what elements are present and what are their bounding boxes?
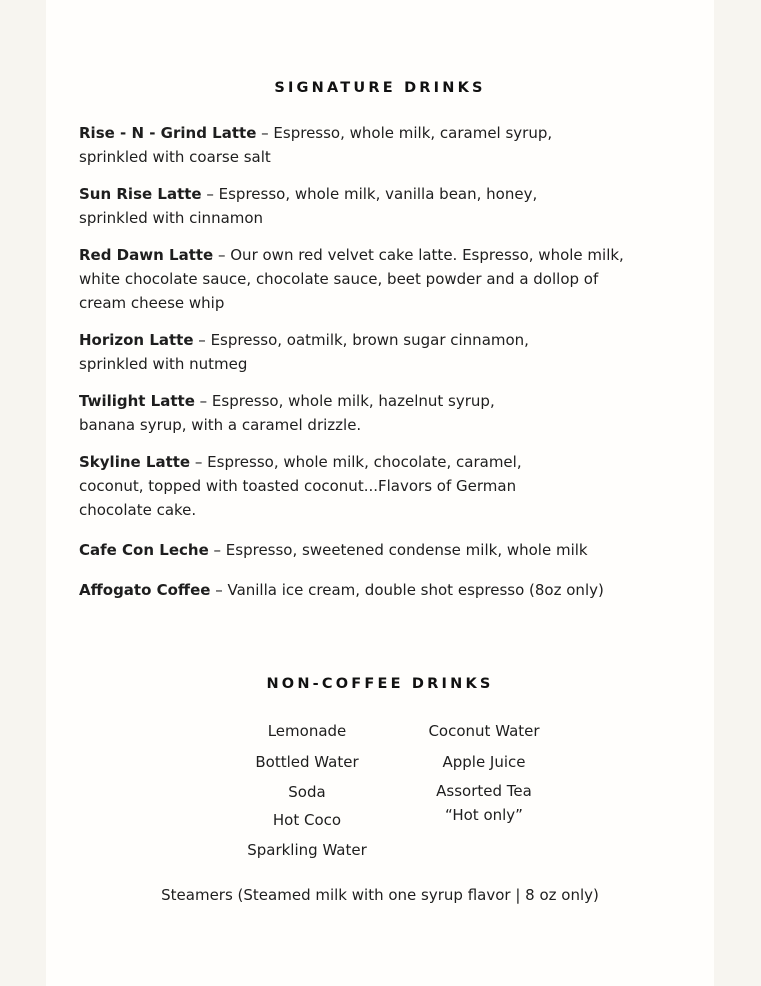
drink-item	[79, 121, 679, 169]
signature-drinks-list	[79, 121, 679, 602]
list-item: Apple Juice	[442, 753, 526, 771]
list-item: Lemonade	[267, 722, 347, 740]
drink-description: sprinkled with nutmeg	[79, 355, 248, 373]
non-coffee-drinks-heading: NON-COFFEE DRINKS	[266, 676, 494, 692]
drink-description: – Espresso, oatmilk, brown sugar cinnamon,	[193, 331, 529, 349]
drink-item	[79, 182, 679, 230]
drink-name: Affogato Coffee	[79, 581, 211, 599]
drink-description: – Espresso, sweetened condense milk, whole milk	[208, 541, 588, 559]
drink-description: cream cheese whip	[79, 294, 225, 312]
drink-description: – Espresso, whole milk, hazelnut syrup,	[194, 392, 495, 410]
signature-drinks-heading: SIGNATURE DRINKS	[274, 80, 486, 96]
list-item: Hot Coco	[272, 811, 342, 829]
drink-description: – Espresso, whole milk, vanilla bean, honey,	[201, 185, 538, 203]
drink-name: Red Dawn Latte	[79, 246, 214, 264]
list-item: Bottled Water	[255, 753, 359, 771]
drink-item	[79, 578, 679, 602]
drink-description: white chocolate sauce, chocolate sauce, beet powder and a dollop of	[79, 270, 599, 288]
drink-description: banana syrup, with a caramel drizzle.	[79, 416, 362, 434]
list-item: Coconut Water	[428, 722, 540, 740]
drink-description: – Vanilla ice cream, double shot espresso (8oz only)	[210, 581, 604, 599]
drink-description: – Espresso, whole milk, caramel syrup,	[256, 124, 553, 142]
drink-item	[79, 243, 679, 315]
list-item: “Hot only”	[445, 806, 523, 824]
drink-name: Cafe Con Leche	[79, 541, 209, 559]
drink-item	[79, 389, 679, 437]
drink-item	[79, 328, 679, 376]
drink-name: Horizon Latte	[79, 331, 194, 349]
drink-item	[79, 450, 679, 522]
drink-description: chocolate cake.	[79, 501, 197, 519]
drink-description: sprinkled with cinnamon	[79, 209, 264, 227]
list-item: Assorted Tea	[436, 782, 532, 800]
drink-name: Skyline Latte	[79, 453, 191, 471]
drink-description: – Espresso, whole milk, chocolate, caramel,	[190, 453, 522, 471]
steamers-note: Steamers (Steamed milk with one syrup flavor | 8 oz only)	[161, 886, 599, 904]
drink-name: Sun Rise Latte	[79, 185, 202, 203]
drink-name: Twilight Latte	[79, 392, 195, 410]
list-item: Sparkling Water	[247, 841, 367, 859]
drink-name: Rise - N - Grind Latte	[79, 124, 257, 142]
menu-page	[46, 0, 714, 986]
drink-description: coconut, topped with toasted coconut...Flavors of German	[79, 477, 517, 495]
drink-description: sprinkled with coarse salt	[79, 148, 271, 166]
list-item: Soda	[288, 783, 326, 801]
drink-item	[79, 538, 679, 562]
drink-description: – Our own red velvet cake latte. Espresso, whole milk,	[213, 246, 624, 264]
